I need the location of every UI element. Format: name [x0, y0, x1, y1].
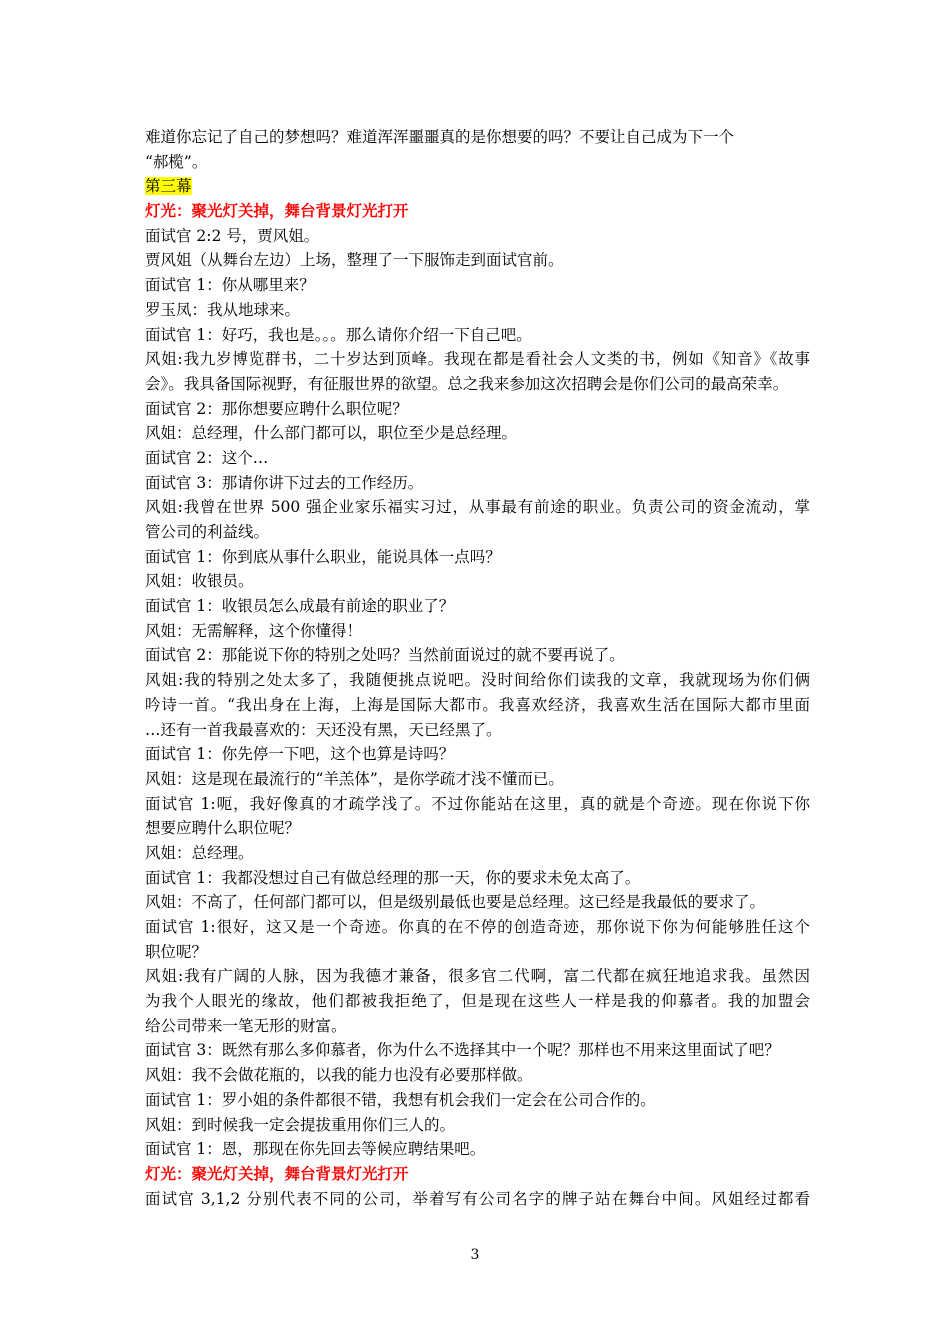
script-text — [145, 125, 810, 1211]
dialogue-line: 面试官 3：既然有那么多仰慕者，你为什么不选择其中一个呢？那样也不用来这里面试了吧？ — [145, 1041, 780, 1060]
dialogue-line: 风姐：收银员。 — [145, 572, 254, 591]
dialogue-line: 风姐：总经理，什么部门都可以，职位至少是总经理。 — [145, 424, 518, 443]
dialogue-line: “郝榄”。 — [145, 152, 208, 171]
dialogue-line: …还有一首我最喜欢的：天还没有黑，天已经黑了。 — [145, 720, 502, 739]
dialogue-line: 面试官 1：好巧，我也是。。。那么请你介绍一下自己吧。 — [145, 325, 532, 344]
dialogue-line: 面试官 1：你先停一下吧，这个也算是诗吗？ — [145, 745, 455, 764]
dialogue-line: 风姐：无需解释，这个你懂得！ — [145, 621, 363, 640]
dialogue-line: 风姐:我九岁博览群书，二十岁达到顶峰。我现在都是看社会人文类的书，例如《知音》《故事 — [145, 350, 810, 369]
dialogue-line: 会》。我具备国际视野，有征服世界的欲望。总之我来参加这次招聘会是你们公司的最高荣幸。 — [145, 374, 789, 393]
dialogue-line: 面试官 1：恩，那现在你先回去等候应聘结果吧。 — [145, 1140, 486, 1159]
dialogue-line: 面试官 2：这个… — [145, 448, 269, 467]
dialogue-line: 面试官 1：我都没想过自己有做总经理的那一天，你的要求未免太高了。 — [145, 868, 641, 887]
dialogue-line: 面试官 1：你从哪里来？ — [145, 276, 315, 295]
dialogue-line: 难道你忘记了自己的梦想吗？难道浑浑噩噩真的是你想要的吗？不要让自己成为下一个 — [145, 128, 735, 146]
dialogue-line: 面试官 2：那你想要应聘什么职位呢？ — [145, 399, 408, 418]
dialogue-line: 风姐:我曾在世界 500 强企业家乐福实习过，从事最有前途的职业。负责公司的资金流动，掌 — [145, 498, 810, 517]
act-heading — [145, 174, 810, 199]
dialogue-line: 面试官 2:2 号，贾风姐。 — [145, 226, 320, 245]
dialogue-line: 贾风姐（从舞台左边）上场，整理了一下服饰走到面试官前。 — [145, 251, 564, 270]
dialogue-line: 罗玉凤：我从地球来。 — [145, 300, 301, 319]
dialogue-line: 面试官 1:很好，这又是一个奇迹。你真的在不停的创造奇迹，那你说下你为何能够胜任这个 — [145, 918, 810, 936]
dialogue-line: 吟诗一首。“我出身在上海，上海是国际大都市。我喜欢经济，我喜欢生活在国际大都市里面 — [145, 695, 810, 714]
dialogue-line: 为我个人眼光的缘故，他们都被我拒绝了，但是现在这些人一样是我的仰慕者。我的加盟会 — [145, 992, 810, 1011]
dialogue-line: 面试官 2：那能说下你的特别之处吗？当然前面说过的就不要再说了。 — [145, 646, 625, 665]
dialogue-line: 风姐：到时候我一定会提拔重用你们三人的。 — [145, 1115, 456, 1134]
dialogue-line: 面试官 1：你到底从事什么职业，能说具体一点吗？ — [145, 547, 501, 566]
stage-direction: 灯光：聚光灯关掉，舞台背景灯光打开 — [145, 201, 409, 221]
dialogue-line: 职位呢？ — [145, 942, 208, 961]
dialogue-line: 面试官 1:呃，我好像真的才疏学浅了。不过你能站在这里，真的就是个奇迹。现在你说下你 — [145, 794, 810, 813]
dialogue-line: 想要应聘什么职位呢？ — [145, 819, 301, 838]
dialogue-line: 面试官 3：那请你讲下过去的工作经历。 — [145, 473, 424, 492]
dialogue-line: 面试官 1：罗小姐的条件都很不错，我想有机会我们一定会在公司合作的。 — [145, 1090, 656, 1109]
page-number: 3 — [470, 1247, 480, 1263]
dialogue-line: 风姐:我有广阔的人脉，因为我德才兼备，很多官二代啊，富二代都在疯狂地追求我。虽然因 — [145, 967, 810, 986]
dialogue-line: 风姐：总经理。 — [145, 843, 254, 862]
dialogue-line: 面试官 3,1,2 分别代表不同的公司，举着写有公司名字的牌子站在舞台中间。风姐经过都看 — [145, 1189, 810, 1208]
act-heading-text: 第三幕 — [145, 177, 192, 196]
stage-direction: 灯光：聚光灯关掉，舞台背景灯光打开 — [145, 1163, 409, 1183]
dialogue-line: 给公司带来一笔无形的财富。 — [145, 1016, 347, 1035]
dialogue-line: 管公司的利益线。 — [145, 523, 270, 541]
dialogue-line: 面试官 1：收银员怎么成最有前途的职业了？ — [145, 597, 455, 616]
dialogue-line: 风姐：我不会做花瓶的，以我的能力也没有必要那样做。 — [145, 1066, 533, 1085]
dialogue-line: 风姐：不高了，任何部门都可以，但是级别最低也要是总经理。这已经是我最低的要求了。 — [145, 893, 766, 912]
dialogue-line: 风姐:我的特别之处太多了，我随便挑点说吧。没时间给你们读我的文章，我就现场为你们俩 — [145, 671, 810, 690]
dialogue-line: 风姐：这是现在最流行的“羊羔体”，是你学疏才浅不懂而已。 — [145, 769, 564, 788]
